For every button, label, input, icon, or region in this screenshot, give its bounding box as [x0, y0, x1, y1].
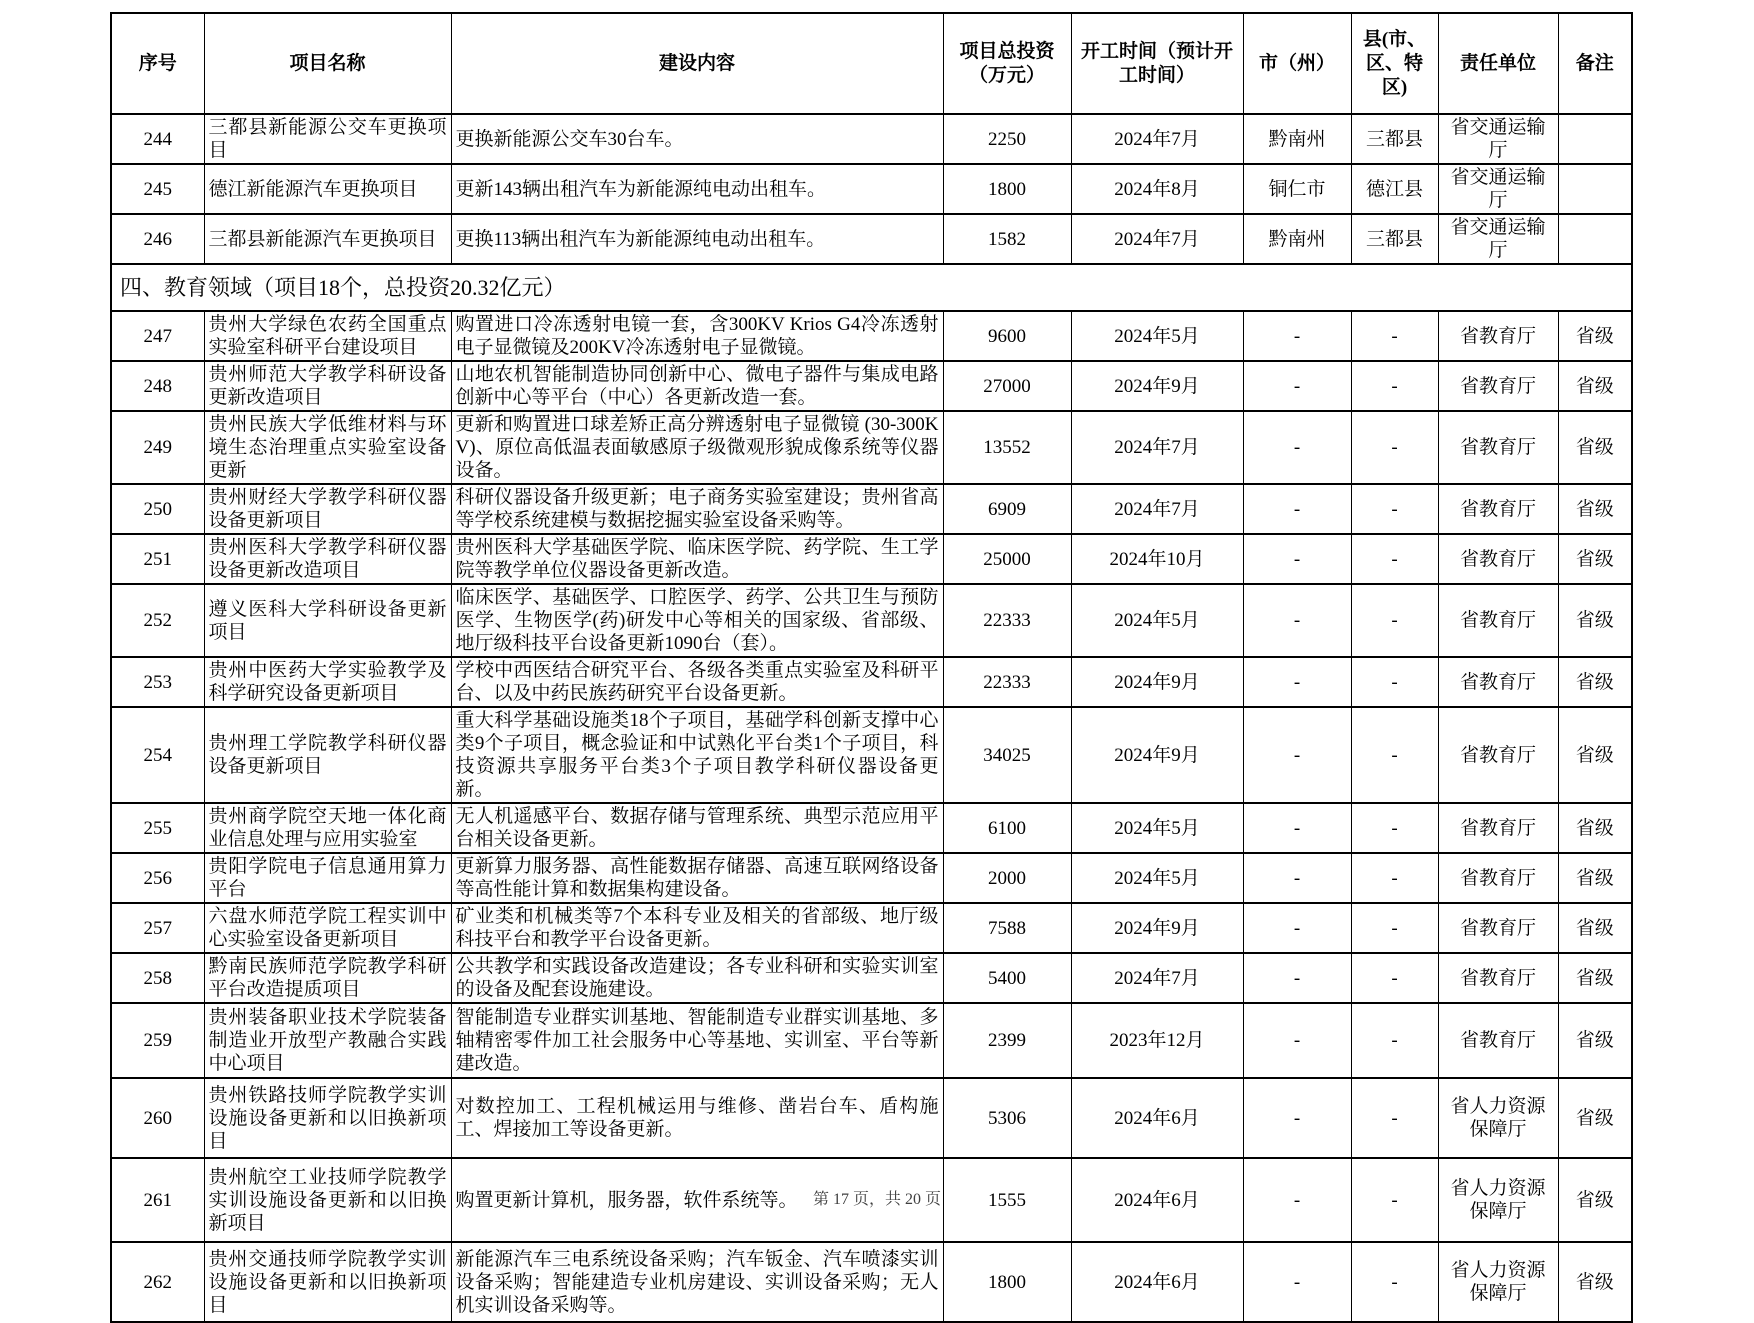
- cell-start-time: 2024年9月: [1071, 657, 1243, 707]
- cell-start-time: 2024年9月: [1071, 707, 1243, 803]
- cell-investment: 22333: [943, 657, 1071, 707]
- table-row: [111, 1078, 1632, 1158]
- cell-county: -: [1351, 311, 1438, 361]
- cell-seq: 247: [111, 311, 204, 361]
- cell-remark: 省级: [1558, 484, 1632, 534]
- cell-construction-content: 重大科学基础设施类18个子项目，基础学科创新支撑中心类9个子项目，概念验证和中试熟化平台类1个子项目，科技资源共享服务平台类3个子项目教学科研仪器设备更新。: [451, 707, 943, 803]
- col-header-investment: 项目总投资（万元）: [943, 13, 1071, 114]
- table-row: [111, 311, 1632, 361]
- cell-seq: 257: [111, 903, 204, 953]
- cell-city: -: [1243, 707, 1351, 803]
- cell-remark: 省级: [1558, 707, 1632, 803]
- cell-remark: 省级: [1558, 853, 1632, 903]
- cell-seq: 262: [111, 1242, 204, 1322]
- cell-project-name: 贵州商学院空天地一体化商业信息处理与应用实验室: [204, 803, 451, 853]
- cell-city: -: [1243, 903, 1351, 953]
- cell-project-name: 贵州中医药大学实验教学及科学研究设备更新项目: [204, 657, 451, 707]
- cell-city: -: [1243, 584, 1351, 657]
- table-row: [111, 953, 1632, 1003]
- cell-city: -: [1243, 534, 1351, 584]
- cell-county: -: [1351, 953, 1438, 1003]
- cell-city: -: [1243, 1078, 1351, 1158]
- cell-county: -: [1351, 903, 1438, 953]
- cell-responsible-unit: 省交通运输厅: [1438, 214, 1558, 264]
- cell-project-name: 贵州师范大学教学科研设备更新改造项目: [204, 361, 451, 411]
- cell-county: -: [1351, 1003, 1438, 1078]
- cell-county: 三都县: [1351, 214, 1438, 264]
- table-row: [111, 584, 1632, 657]
- cell-investment: 7588: [943, 903, 1071, 953]
- cell-start-time: 2024年7月: [1071, 411, 1243, 484]
- cell-investment: 1582: [943, 214, 1071, 264]
- cell-county: -: [1351, 1158, 1438, 1242]
- cell-city: -: [1243, 361, 1351, 411]
- cell-remark: 省级: [1558, 1158, 1632, 1242]
- cell-project-name: 三都县新能源汽车更换项目: [204, 214, 451, 264]
- cell-remark: 省级: [1558, 657, 1632, 707]
- section-row: [111, 264, 1632, 311]
- cell-project-name: 三都县新能源公交车更换项目: [204, 114, 451, 164]
- cell-county: 德江县: [1351, 164, 1438, 214]
- cell-seq: 259: [111, 1003, 204, 1078]
- cell-county: -: [1351, 657, 1438, 707]
- col-header-responsible-unit: 责任单位: [1438, 13, 1558, 114]
- cell-investment: 2399: [943, 1003, 1071, 1078]
- cell-seq: 255: [111, 803, 204, 853]
- cell-remark: 省级: [1558, 411, 1632, 484]
- cell-project-name: 德江新能源汽车更换项目: [204, 164, 451, 214]
- cell-construction-content: 更新143辆出租汽车为新能源纯电动出租车。: [451, 164, 943, 214]
- cell-start-time: 2024年6月: [1071, 1242, 1243, 1322]
- cell-investment: 6100: [943, 803, 1071, 853]
- cell-construction-content: 更换113辆出租汽车为新能源纯电动出租车。: [451, 214, 943, 264]
- cell-county: -: [1351, 534, 1438, 584]
- cell-project-name: 贵州航空工业技师学院教学实训设施设备更新和以旧换新项目: [204, 1158, 451, 1242]
- cell-construction-content: 购置进口冷冻透射电镜一套，含300KV Krios G4冷冻透射电子显微镜及200KV冷冻透射电子显微镜。: [451, 311, 943, 361]
- cell-responsible-unit: 省教育厅: [1438, 534, 1558, 584]
- cell-investment: 1800: [943, 1242, 1071, 1322]
- table-row: [111, 853, 1632, 903]
- cell-investment: 5306: [943, 1078, 1071, 1158]
- cell-seq: 254: [111, 707, 204, 803]
- cell-construction-content: 贵州医科大学基础医学院、临床医学院、药学院、生工学院等教学单位仪器设备更新改造。: [451, 534, 943, 584]
- cell-seq: 252: [111, 584, 204, 657]
- cell-county: -: [1351, 707, 1438, 803]
- table-row: [111, 534, 1632, 584]
- cell-responsible-unit: 省教育厅: [1438, 311, 1558, 361]
- col-header-city: 市（州）: [1243, 13, 1351, 114]
- cell-start-time: 2024年7月: [1071, 484, 1243, 534]
- cell-project-name: 六盘水师范学院工程实训中心实验室设备更新项目: [204, 903, 451, 953]
- cell-responsible-unit: 省教育厅: [1438, 953, 1558, 1003]
- cell-construction-content: 购置更新计算机，服务器，软件系统等。: [451, 1158, 943, 1242]
- cell-city: -: [1243, 1003, 1351, 1078]
- cell-construction-content: 科研仪器设备升级更新；电子商务实验室建设；贵州省高等学校系统建模与数据挖掘实验室设备采购等。: [451, 484, 943, 534]
- cell-construction-content: 公共教学和实践设备改造建设；各专业科研和实验实训室的设备及配套设施建设。: [451, 953, 943, 1003]
- cell-investment: 2250: [943, 114, 1071, 164]
- cell-responsible-unit: 省教育厅: [1438, 803, 1558, 853]
- cell-construction-content: 无人机遥感平台、数据存储与管理系统、典型示范应用平台相关设备更新。: [451, 803, 943, 853]
- cell-city: 黔南州: [1243, 114, 1351, 164]
- col-header-county: 县(市、区、特区): [1351, 13, 1438, 114]
- cell-seq: 253: [111, 657, 204, 707]
- cell-responsible-unit: 省教育厅: [1438, 657, 1558, 707]
- cell-county: -: [1351, 853, 1438, 903]
- cell-responsible-unit: 省人力资源保障厅: [1438, 1158, 1558, 1242]
- cell-county: -: [1351, 1242, 1438, 1322]
- table-row: [111, 803, 1632, 853]
- cell-remark: 省级: [1558, 1242, 1632, 1322]
- cell-remark: 省级: [1558, 584, 1632, 657]
- section-header-title: 四、教育领域（项目18个，总投资20.32亿元）: [111, 264, 1632, 311]
- cell-seq: 261: [111, 1158, 204, 1242]
- project-table: [110, 12, 1633, 1323]
- cell-responsible-unit: 省教育厅: [1438, 361, 1558, 411]
- cell-city: -: [1243, 853, 1351, 903]
- cell-construction-content: 新能源汽车三电系统设备采购；汽车钣金、汽车喷漆实训设备采购；智能建造专业机房建设、实训设备采购；无人机实训设备采购等。: [451, 1242, 943, 1322]
- cell-remark: 省级: [1558, 953, 1632, 1003]
- cell-county: -: [1351, 361, 1438, 411]
- table-row: [111, 484, 1632, 534]
- cell-start-time: 2024年5月: [1071, 311, 1243, 361]
- cell-city: -: [1243, 411, 1351, 484]
- col-header-remark: 备注: [1558, 13, 1632, 114]
- cell-responsible-unit: 省教育厅: [1438, 903, 1558, 953]
- cell-project-name: 贵州财经大学教学科研仪器设备更新项目: [204, 484, 451, 534]
- cell-construction-content: 更新和购置进口球差矫正高分辨透射电子显微镜 (30-300KV)、原位高低温表面敏感原子级微观形貌成像系统等仪器设备。: [451, 411, 943, 484]
- table-row: [111, 214, 1632, 264]
- cell-county: -: [1351, 1078, 1438, 1158]
- cell-responsible-unit: 省人力资源保障厅: [1438, 1078, 1558, 1158]
- cell-responsible-unit: 省教育厅: [1438, 853, 1558, 903]
- col-header-construction-content: 建设内容: [451, 13, 943, 114]
- cell-investment: 9600: [943, 311, 1071, 361]
- cell-start-time: 2024年6月: [1071, 1158, 1243, 1242]
- cell-project-name: 贵州医科大学教学科研仪器设备更新改造项目: [204, 534, 451, 584]
- table-row: [111, 1242, 1632, 1322]
- cell-start-time: 2024年9月: [1071, 361, 1243, 411]
- cell-seq: 256: [111, 853, 204, 903]
- cell-seq: 245: [111, 164, 204, 214]
- table-row: [111, 361, 1632, 411]
- cell-responsible-unit: 省教育厅: [1438, 484, 1558, 534]
- cell-investment: 1555: [943, 1158, 1071, 1242]
- cell-city: -: [1243, 484, 1351, 534]
- table-body: [111, 114, 1632, 1322]
- cell-investment: 13552: [943, 411, 1071, 484]
- cell-start-time: 2024年9月: [1071, 903, 1243, 953]
- cell-investment: 6909: [943, 484, 1071, 534]
- cell-county: -: [1351, 411, 1438, 484]
- table-row: [111, 411, 1632, 484]
- cell-responsible-unit: 省教育厅: [1438, 584, 1558, 657]
- cell-city: -: [1243, 311, 1351, 361]
- cell-responsible-unit: 省交通运输厅: [1438, 114, 1558, 164]
- cell-county: -: [1351, 584, 1438, 657]
- table-row: [111, 903, 1632, 953]
- cell-start-time: 2024年7月: [1071, 114, 1243, 164]
- cell-project-name: 贵州理工学院教学科研仪器设备更新项目: [204, 707, 451, 803]
- col-header-project-name: 项目名称: [204, 13, 451, 114]
- cell-investment: 25000: [943, 534, 1071, 584]
- cell-county: -: [1351, 803, 1438, 853]
- cell-project-name: 贵州装备职业技术学院装备制造业开放型产教融合实践中心项目: [204, 1003, 451, 1078]
- cell-investment: 2000: [943, 853, 1071, 903]
- cell-investment: 22333: [943, 584, 1071, 657]
- cell-project-name: 贵州大学绿色农药全国重点实验室科研平台建设项目: [204, 311, 451, 361]
- cell-construction-content: 更新算力服务器、高性能数据存储器、高速互联网络设备等高性能计算和数据集构建设备。: [451, 853, 943, 903]
- cell-city: -: [1243, 803, 1351, 853]
- cell-seq: 251: [111, 534, 204, 584]
- cell-start-time: 2024年7月: [1071, 214, 1243, 264]
- cell-remark: 省级: [1558, 311, 1632, 361]
- table-row: [111, 114, 1632, 164]
- cell-responsible-unit: 省教育厅: [1438, 1003, 1558, 1078]
- cell-construction-content: 矿业类和机械类等7个本科专业及相关的省部级、地厅级科技平台和教学平台设备更新。: [451, 903, 943, 953]
- cell-project-name: 贵州交通技师学院教学实训设施设备更新和以旧换新项目: [204, 1242, 451, 1322]
- cell-project-name: 贵州民族大学低维材料与环境生态治理重点实验室设备更新: [204, 411, 451, 484]
- cell-construction-content: 智能制造专业群实训基地、智能制造专业群实训基地、多轴精密零件加工社会服务中心等基地、实训室、平台等新建改造。: [451, 1003, 943, 1078]
- cell-start-time: 2024年7月: [1071, 953, 1243, 1003]
- cell-start-time: 2024年8月: [1071, 164, 1243, 214]
- cell-city: -: [1243, 1158, 1351, 1242]
- cell-project-name: 遵义医科大学科研设备更新项目: [204, 584, 451, 657]
- cell-remark: 省级: [1558, 1003, 1632, 1078]
- cell-remark: [1558, 114, 1632, 164]
- cell-start-time: 2024年5月: [1071, 584, 1243, 657]
- cell-remark: 省级: [1558, 361, 1632, 411]
- cell-responsible-unit: 省教育厅: [1438, 411, 1558, 484]
- cell-responsible-unit: 省交通运输厅: [1438, 164, 1558, 214]
- cell-seq: 246: [111, 214, 204, 264]
- cell-construction-content: 学校中西医结合研究平台、各级各类重点实验室及科研平台、以及中药民族药研究平台设备更新。: [451, 657, 943, 707]
- cell-project-name: 黔南民族师范学院教学科研平台改造提质项目: [204, 953, 451, 1003]
- cell-responsible-unit: 省教育厅: [1438, 707, 1558, 803]
- cell-remark: 省级: [1558, 1078, 1632, 1158]
- table-row: [111, 657, 1632, 707]
- cell-construction-content: 临床医学、基础医学、口腔医学、药学、公共卫生与预防医学、生物医学(药)研发中心等相关的国家级、省部级、地厅级科技平台设备更新1090台（套）。: [451, 584, 943, 657]
- cell-county: 三都县: [1351, 114, 1438, 164]
- cell-start-time: 2024年5月: [1071, 853, 1243, 903]
- cell-seq: 250: [111, 484, 204, 534]
- cell-start-time: 2023年12月: [1071, 1003, 1243, 1078]
- cell-remark: 省级: [1558, 534, 1632, 584]
- cell-seq: 249: [111, 411, 204, 484]
- cell-investment: 5400: [943, 953, 1071, 1003]
- cell-project-name: 贵州铁路技师学院教学实训设施设备更新和以旧换新项目: [204, 1078, 451, 1158]
- cell-city: -: [1243, 1242, 1351, 1322]
- cell-city: -: [1243, 953, 1351, 1003]
- cell-start-time: 2024年10月: [1071, 534, 1243, 584]
- cell-remark: [1558, 214, 1632, 264]
- header-row: [111, 13, 1632, 114]
- cell-city: -: [1243, 657, 1351, 707]
- table-row: [111, 164, 1632, 214]
- cell-construction-content: 山地农机智能制造协同创新中心、微电子器件与集成电路创新中心等平台（中心）各更新改造一套。: [451, 361, 943, 411]
- cell-seq: 248: [111, 361, 204, 411]
- cell-city: 黔南州: [1243, 214, 1351, 264]
- cell-seq: 260: [111, 1078, 204, 1158]
- cell-construction-content: 对数控加工、工程机械运用与维修、凿岩台车、盾构施工、焊接加工等设备更新。: [451, 1078, 943, 1158]
- cell-investment: 27000: [943, 361, 1071, 411]
- cell-remark: 省级: [1558, 803, 1632, 853]
- cell-seq: 258: [111, 953, 204, 1003]
- cell-start-time: 2024年5月: [1071, 803, 1243, 853]
- table-row: [111, 1003, 1632, 1078]
- cell-remark: [1558, 164, 1632, 214]
- cell-seq: 244: [111, 114, 204, 164]
- cell-start-time: 2024年6月: [1071, 1078, 1243, 1158]
- cell-investment: 34025: [943, 707, 1071, 803]
- cell-city: 铜仁市: [1243, 164, 1351, 214]
- page-number-footer: 第 17 页，共 20 页: [812, 1191, 941, 1208]
- cell-investment: 1800: [943, 164, 1071, 214]
- cell-county: -: [1351, 484, 1438, 534]
- table-header-row: [111, 13, 1632, 114]
- col-header-start-time: 开工时间（预计开工时间）: [1071, 13, 1243, 114]
- col-header-seq: 序号: [111, 13, 204, 114]
- cell-construction-content: 更换新能源公交车30台车。: [451, 114, 943, 164]
- cell-remark: 省级: [1558, 903, 1632, 953]
- cell-project-name: 贵阳学院电子信息通用算力平台: [204, 853, 451, 903]
- table-row: [111, 707, 1632, 803]
- cell-responsible-unit: 省人力资源保障厅: [1438, 1242, 1558, 1322]
